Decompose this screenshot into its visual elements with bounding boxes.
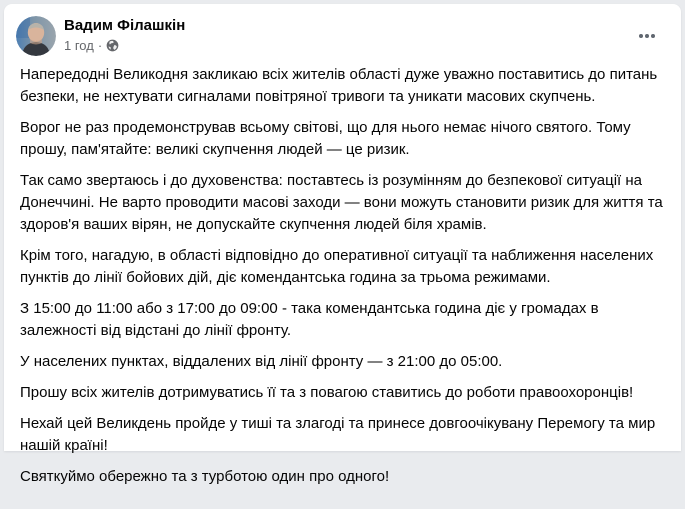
post-paragraph: Напередодні Великодня закликаю всіх жителів області дуже уважно поставитись до питань безпеки, не нехтувати сигналами повітряної тривоги та уникати масових скупчень. [20, 66, 658, 105]
post-paragraph: У населених пунктах, віддалених від лінії фронту — з 21:00 до 05:00. [20, 353, 503, 370]
globe-public-icon [106, 39, 119, 52]
post-body [4, 56, 681, 509]
ellipsis-horizontal-icon [637, 26, 657, 46]
meta-separator: · [97, 38, 103, 53]
avatar-photo [16, 16, 56, 56]
author-name-link[interactable]: Вадим Філашкін [64, 17, 186, 34]
post-meta [64, 37, 629, 54]
post-paragraph: Так само звертаюсь і до духовенства: поставтесь із розумінням до безпекової ситуації на Донеччині. Не варто проводити масові заходи — вони можуть становити ризик для життя та здоров'я ваших вірян, не допускайте скупчення людей біля храмів. [20, 172, 663, 233]
post-paragraph: Крім того, нагадую, в області відповідно до оперативної ситуації та наближення населених пунктів до лінії бойових дій, діє комендантська година за трьома режимами. [20, 247, 654, 286]
post-paragraph: Святкуймо обережно та з турботою один про одного! [20, 468, 390, 485]
facebook-post-card [4, 4, 681, 485]
post-paragraph: Ворог не раз продемонстрував всьому світові, що для нього немає нічого святого. Тому прошу, пам'ятайте: великі скупчення людей — це ризик. [20, 119, 631, 158]
more-options-button[interactable] [629, 18, 665, 54]
avatar[interactable] [16, 16, 56, 56]
post-paragraph: Нехай цей Великдень пройде у тиші та злагоді та принесе довгоочікувану Перемогу та мир нашій країні! [20, 415, 656, 454]
timestamp-link[interactable]: 1 год [64, 38, 94, 53]
post-header-text [64, 16, 629, 54]
post-paragraph: З 15:00 до 11:00 або з 17:00 до 09:00 - така комендантська година діє у громадах в залежності від відстані до лінії фронту. [20, 300, 599, 339]
post-header [4, 4, 681, 56]
post-paragraph: Прошу всіх жителів дотримуватись її та з повагою ставитись до роботи правоохоронців! [20, 384, 634, 401]
